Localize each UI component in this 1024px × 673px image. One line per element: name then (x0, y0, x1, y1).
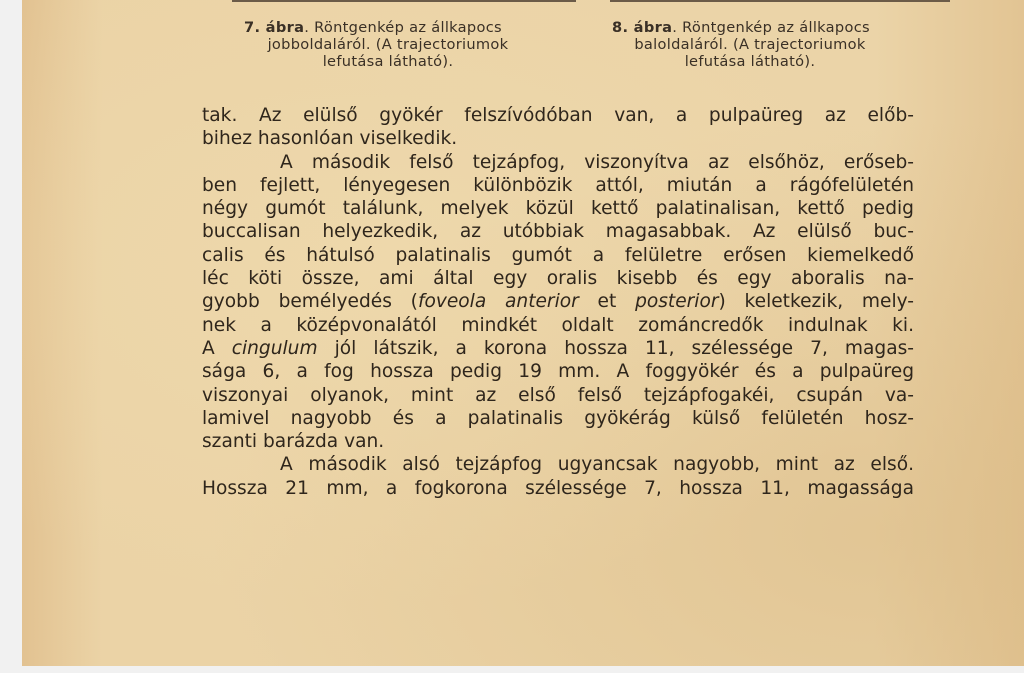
text-line: calis és hátulsó palatinalis gumót a felületre erősen kiemelkedő (202, 244, 914, 266)
latin-term: posterior (635, 291, 719, 313)
caption-line: baloldaláról. (A trajectoriumok (634, 36, 866, 53)
caption-line: lefutása látható). (684, 53, 816, 70)
text-line: sága 6, a fog hossza pedig 19 mm. A foggyökér és a pulpaüreg (202, 361, 914, 383)
text-line: szanti barázda van. (202, 431, 385, 453)
text-line: A második alsó tejzápfog ugyancsak nagyobb, mint az első. (280, 454, 914, 476)
text-line: lamivel nagyobb és a palatinalis gyökérág külső felületén hosz- (202, 407, 914, 429)
text-line: négy gumót találunk, melyek közül kettő palatinalisan, kettő pedig (202, 198, 914, 220)
text-line: Hossza 21 mm, a fogkorona szélessége 7, hossza 11, magassága (202, 477, 914, 499)
caption-line: . Röntgenkép az állkapocs (672, 19, 870, 36)
text-line: A második felső tejzápfog, viszonyítva az elsőhöz, erőseb- (280, 151, 914, 173)
body-text (202, 104, 914, 500)
figure-7-caption (208, 19, 568, 70)
latin-term: cingulum (231, 337, 318, 359)
text-line: nek a középvonalától mindkét oldalt zománcredők indulnak ki. (202, 314, 914, 336)
text-line: buccalisan helyezkedik, az utóbbiak magasabbak. Az elülső buc- (202, 221, 914, 243)
latin-term: foveola anterior (417, 291, 579, 313)
text-line: ben fejlett, lényegesen különbözik attól, miután a rágófelületén (202, 174, 914, 196)
caption-line: lefutása látható). (322, 53, 454, 70)
text-line: léc köti össze, ami által egy oralis kisebb és egy aboralis na- (202, 268, 914, 290)
figure-top-rule-left (232, 0, 576, 2)
figure-8-caption (570, 19, 930, 70)
book-page (22, 0, 1024, 666)
figure-7-label: 7. ábra (244, 19, 305, 36)
caption-line: jobboldaláról. (A trajectoriumok (267, 36, 509, 53)
figure-8-label: 8. ábra (612, 19, 673, 36)
caption-line: . Röntgenkép az állkapocs (304, 19, 502, 36)
text-line: bihez hasonlóan viselkedik. (202, 128, 458, 150)
text-line: gyobb bemélyedés (foveola anterior et posterior) keletkezik, mely- (202, 291, 914, 313)
text-line: tak. Az elülső gyökér felszívódóban van, a pulpaüreg az előb- (202, 105, 914, 126)
text-line: A cingulum jól látszik, a korona hossza 11, szélessége 7, magas- (202, 337, 914, 359)
figure-top-rule-right (610, 0, 950, 2)
text-line: viszonyai olyanok, mint az első felső tejzápfogakéi, csupán va- (202, 384, 914, 406)
